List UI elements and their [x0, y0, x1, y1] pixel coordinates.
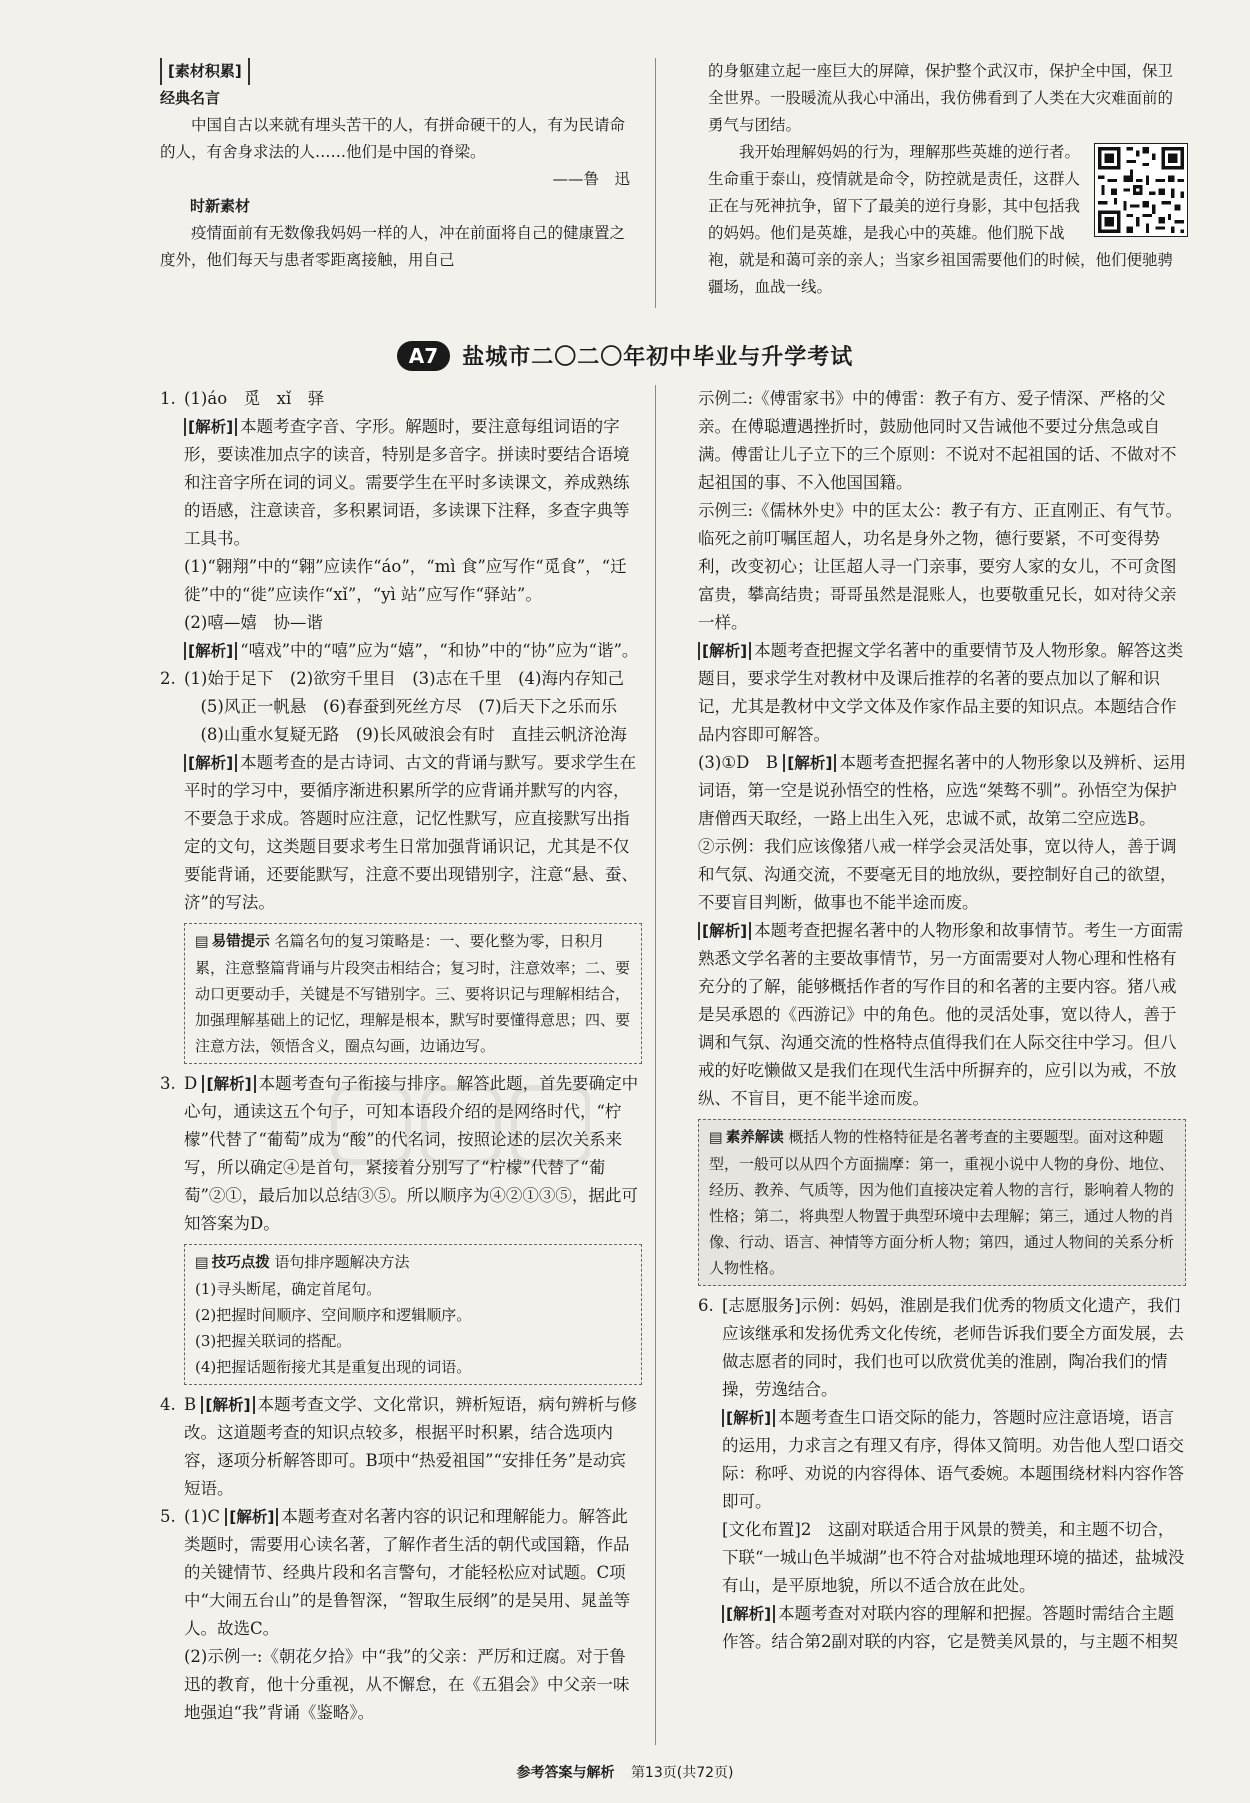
material-continued-paragraph: 的身躯建立起一座巨大的屏障，保护整个武汉市，保护全中国，保卫全世界。一股暖流从我心中涌出，我仿佛看到了人类在大灾难面前的勇气与团结。 [708, 62, 1174, 134]
analysis-label: [解析] [698, 642, 751, 660]
top-column-divider [655, 58, 656, 308]
analysis-label: [解析] [722, 1409, 775, 1427]
question-1 [160, 385, 642, 665]
answer-text: (1)áo 觅 xǐ 驿 [184, 389, 325, 408]
question-2 [160, 665, 642, 1064]
answer-line-1: (1)始于足下 (2)欲穷千里目 (3)志在千里 (4)海内存知己 [184, 669, 624, 688]
footer-label: 参考答案与解析 [516, 1765, 615, 1781]
question-4 [160, 1391, 642, 1503]
analysis-label: [解析] [225, 1508, 278, 1526]
analysis-text-2: “嘻戏”中的“嘻”应为“嬉”，“和协”中的“协”应为“谐”。 [240, 641, 639, 660]
qr-code-icon[interactable] [1094, 143, 1188, 237]
example-answer: ②示例：我们应该像猪八戒一样学会灵活处事，宽以待人，善于调和气氛、沟通交流，不要毫无目的地放纵，要控制好自己的欲望，不要盲目判断，做事也不能半途而废。 [698, 837, 1177, 912]
skill-tip-title: 语句排序题解决方法 [274, 1253, 410, 1271]
analysis-text: 本题考查的是古诗词、古文的背诵与默写。要求学生在平时的学习中，要循序渐进积累所学的应背诵并默写的内容，不要急于求成。答题时应注意，记忆性默写，应直接默写出指定的文句，这类题目要求考生日常加强背诵识记，尤其是不仅要能背诵，还要能默写，注意不要出现错别字，注意“悬、蚕、济”的写法。 [184, 753, 638, 912]
page-footer [0, 1762, 1250, 1782]
example-1: (2)示例一:《朝花夕拾》中“我”的父亲：严厉和迂腐。对于鲁迅的教育，他十分重视，从不懈怠，在《五猖会》中父亲一味地强迫“我”背诵《鉴略》。 [184, 1647, 630, 1722]
analysis-text: 本题考查字音、字形。解题时，要注意每组词语的字形，要读准加点字的读音，特别是多音字。拼读时要结合语境和注音字所在词的词义。需要学生在平时多读课文，养成熟练的语感，注意读音，多积累词语，多读课下注释，多查字典等工具书。 [184, 417, 630, 548]
analysis-label: [解析] [184, 642, 237, 660]
page-number: 第13页(共72页) [630, 1765, 734, 1781]
material-paragraph-2: 我开始理解妈妈的行为，理解那些英雄的逆行者。生命重于泰山，疫情就是命令，防控就是责任，这群人正在与死神抗争，留下了最美的逆行身影，其中包括我的妈妈。他们是英雄，是我心中的英雄。他们脱下战袍，就是和蔼可亲的亲人；当家乡祖国需要他们的时候，他们便驰骋疆场，血战一线。 [708, 143, 1174, 296]
answer-text-2: 2 这副对联适合用于风景的赞美，和主题不切合，下联“一城山色半城湖”也不符合对盐城地理环境的描述，盐城没有山，是平原地貌，所以不适合放在此处。 [722, 1520, 1185, 1595]
exam-title-bar [0, 340, 1250, 371]
analysis-detail: (1)“翱翔”中的“翱”应读作“áo”，“mì 食”应写作“觅食”，“迁徙”中的“徙”应读作“xǐ”，“yì 站”应写作“驿站”。 [184, 557, 627, 604]
analysis-label: [解析] [202, 1075, 255, 1093]
quote-attribution: ——鲁 迅 [552, 170, 630, 188]
error-tip-label: ▤ 易错提示 [195, 934, 270, 950]
material-right-column [708, 58, 1188, 301]
skill-tip-item: (4)把握话题衔接尤其是重复出现的词语。 [195, 1358, 472, 1376]
question-number: 3. [160, 1074, 176, 1093]
skill-tip-item: (1)寻头断尾，确定首尾句。 [195, 1280, 382, 1298]
analysis-text-3: 本题考查对对联内容的理解和把握。答题时需结合主题作答。结合第2副对联的内容，它是赞美风景的，与主题不相契 [722, 1604, 1178, 1651]
answer-text: B [184, 1395, 197, 1414]
question-5 [160, 1503, 642, 1727]
analysis-text: 本题考查文学、文化常识，辨析短语，病句辨析与修改。这道题考查的知识点较多，根据平时积累，结合选项内容，逐项分析解答即可。B项中“热爱祖国”“安排任务”是动宾短语。 [184, 1395, 638, 1498]
analysis-text: 本题考查把握名著中的人物形象以及辨析、运用词语，第一空是说孙悟空的性格，应选“桀骜不驯”。孙悟空为保护唐僧西天取经，一路上出生入死，忠诚不贰，故第二空应选B。 [698, 753, 1186, 828]
literacy-tip-text: 概括人物的性格特征是名著考查的主要题型。面对这种题型，一般可以从四个方面揣摩：第一，重视小说中人物的身份、地位、经历、教养、气质等，因为他们直接决定着人物的言行，影响着人物的性格；第二，将典型人物置于典型环境中去理解；第三，通过人物的肖像、行动、语言、神情等方面分析人物；第四，通过人物间的关系分析人物性格。 [709, 1128, 1175, 1277]
question-number: 5. [160, 1507, 176, 1526]
material-left-column [160, 58, 640, 274]
analysis-label: [解析] [201, 1396, 254, 1414]
new-material-heading: 时新素材 [190, 197, 251, 215]
answer-text: D [184, 1074, 198, 1093]
analysis-label: [解析] [722, 1605, 775, 1623]
skill-tip-label: ▤ 技巧点拨 [195, 1255, 270, 1271]
answer-text: 示例：妈妈，淮剧是我们优秀的物质文化遗产，我们应该继承和发扬优秀文化传统，老师告诉我们要全方面发展，去做志愿者的同时，我们也可以欣赏优美的淮剧，陶冶我们的情操，劳逸结合。 [722, 1296, 1184, 1399]
analysis-text: 本题考查生口语交际的能力，答题时应注意语境，语言的运用，力求言之有理又有序，得体又简明。劝告他人型口语交际：称呼、劝说的内容得体、语气委婉。本题围绕材料内容作答即可。 [722, 1408, 1184, 1511]
analysis-text: 本题考查把握名著中的人物形象和故事情节。考生一方面需熟悉文学名著的主要故事情节，另一方面需要对人物心理和性格有充分的了解，能够概括作者的写作目的和名著的主要内容。猪八戒是吴承恩的《西游记》中的角色。他的灵活处事，宽以待人，善于调和气氛、沟通交流的性格特点值得我们在人际交往中学习。但八戒的好吃懒做又是我们在现代生活中所摒弃的，应引以为戒，不放纵、不盲目，更不能半途而废。 [698, 921, 1184, 1108]
example-3: 示例三:《儒林外史》中的匡太公：教子有方、正直刚正、有气节。临死之前叮嘱匡超人，功名是身外之物，德行要紧，不可变得势利，改变初心；让匡超人寻一门亲事，要穷人家的女儿，不可贪图富贵，攀高结贵；哥哥虽然是混账人，也要敬重兄长，如对待父亲一样。 [698, 501, 1183, 632]
answer-line-2: (5)风正一帆悬 (6)春蚕到死丝方尽 (7)后天下之乐而乐 [200, 697, 618, 716]
classic-quote: 中国自古以来就有埋头苦干的人，有拼命硬干的人，有为民请命的人，有舍身求法的人……他们是中国的脊梁。 [160, 116, 626, 161]
analysis-label: [解析] [184, 754, 237, 772]
skill-tip-item: (3)把握关联词的搭配。 [195, 1332, 352, 1350]
exam-badge: A7 [397, 341, 450, 371]
analysis-label: [解析] [184, 418, 237, 436]
right-answer-column [698, 385, 1186, 1656]
analysis-label: [解析] [783, 754, 836, 772]
answer-text: (3)①D B [698, 753, 779, 772]
skill-tip-item: (2)把握时间顺序、空间顺序和逻辑顺序。 [195, 1306, 472, 1324]
analysis-label: [解析] [698, 922, 751, 940]
error-tip-box [184, 923, 642, 1064]
answer-line-3: (8)山重水复疑无路 (9)长风破浪会有时 直挂云帆济沧海 [200, 725, 627, 744]
new-material-text: 疫情面前有无数像我妈妈一样的人，冲在前面将自己的健康置之度外，他们每天与患者零距离接触，用自己 [160, 224, 626, 269]
answer-text: (1)C [184, 1507, 220, 1526]
analysis-text: 本题考查句子衔接与排序。解答此题，首先要确定中心句，通读这五个句子，可知本语段介绍的是网络时代，“柠檬”代替了“葡萄”成为“酸”的代名词，按照论述的层次关系来写，所以确定④是首句，紧接着分别写了“柠檬”代替了“葡萄”②①，最后加以总结③⑤。所以顺序为④②①③⑤，据此可知答案为D。 [184, 1074, 639, 1233]
question-6 [698, 1292, 1186, 1656]
question-number: 6. [698, 1296, 714, 1315]
literacy-tip-label: ▤ 素养解读 [709, 1130, 784, 1146]
question-number: 2. [160, 669, 176, 688]
question-number: 4. [160, 1395, 176, 1414]
skill-tip-box [184, 1244, 642, 1385]
material-tag: [素材积累] [160, 58, 250, 85]
answer-text-2: (2)嘻—嬉 协—谐 [184, 613, 323, 632]
question-number: 1. [160, 389, 176, 408]
classic-quote-heading: 经典名言 [160, 89, 221, 107]
analysis-text: 本题考查对名著内容的识记和理解能力。解答此类题时，需要用心读名著，了解作者生活的朝代或国籍，作品的关键情节、经典片段和名言警句，才能轻松应对试题。C项中“大闹五台山”的是鲁智深，“智取生辰纲”的是吴用、晁盖等人。故选C。 [184, 1507, 631, 1638]
literacy-tip-box [698, 1119, 1186, 1286]
question-3 [160, 1070, 642, 1385]
section-tag: [志愿服务] [722, 1296, 801, 1315]
analysis-text: 本题考查把握文学名著中的重要情节及人物形象。解答这类题目，要求学生对教材中及课后推荐的名著的要点加以了解和识记，尤其是教材中文学文体及作家作品主要的知识点。本题结合作品内容即可解答。 [698, 641, 1184, 744]
left-answer-column [160, 385, 642, 1727]
exam-title: 盐城市二〇二〇年初中毕业与升学考试 [462, 345, 854, 370]
top-material-section [160, 58, 1185, 308]
section-tag: [文化布置] [722, 1520, 801, 1539]
error-tip-text: 名篇名句的复习策略是：一、要化整为零，日积月累，注意整篇背诵与片段突击相结合；复习时，注意效率；二、要动口更要动手，关键是不写错别字。三、要将识记与理解相结合，加强理解基础上的记忆，理解是根本，默写时要懂得意思；四、要注意方法，领悟含义，圈点勾画，边诵边写。 [195, 932, 631, 1055]
main-column-divider [655, 385, 656, 1745]
example-2: 示例二:《傅雷家书》中的傅雷：教子有方、爱子情深、严格的父亲。在傅聪遭遇挫折时，鼓励他同时又告诫他不要过分焦急或自满。傅雷让儿子立下的三个原则：不说对不起祖国的话、不做对不起祖国的事、不入他国国籍。 [698, 389, 1177, 492]
